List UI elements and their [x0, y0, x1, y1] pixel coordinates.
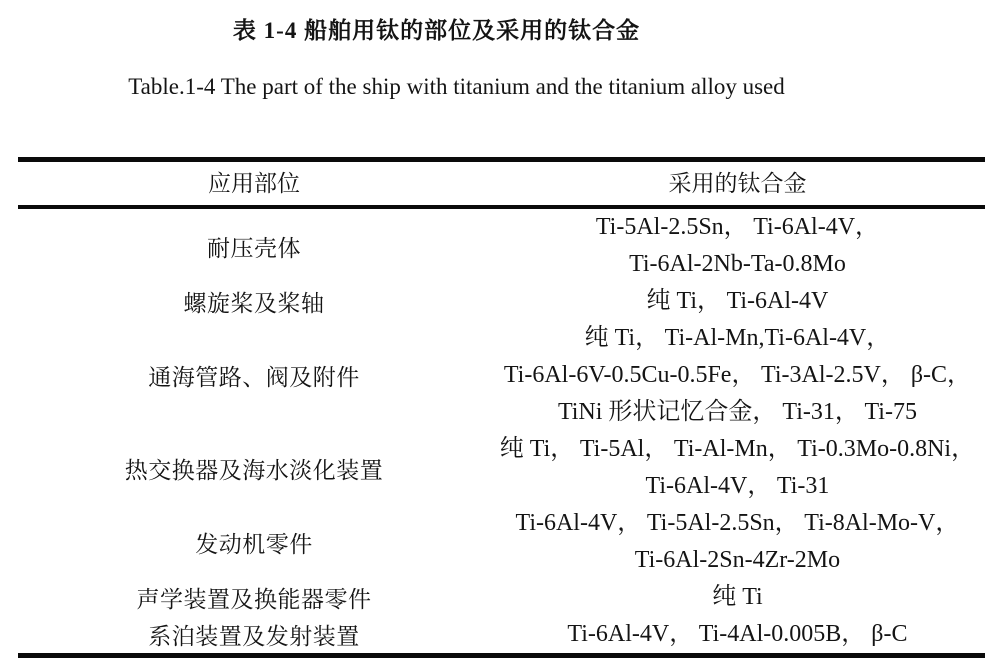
table-row: [18, 207, 985, 283]
column-header-alloy-used: 采用的钛合金: [490, 160, 985, 208]
alloy-cell: [490, 616, 985, 656]
table-row: [18, 283, 985, 320]
alloy-line: 纯 Ti， Ti-6Al-4V: [646, 288, 829, 314]
alloy-cell: [490, 320, 985, 431]
table-row: [18, 320, 985, 431]
table-row: [18, 579, 985, 616]
part-cell: 声学装置及换能器零件: [136, 587, 372, 612]
alloy-line: Ti-6Al-2Sn-4Zr-2Mo: [634, 547, 841, 573]
alloy-line: Ti-5Al-2.5Sn， Ti-6Al-4V，: [595, 214, 880, 240]
alloy-line: 纯 Ti， Ti-5Al， Ti-Al-Mn， Ti-0.3Mo-0.8Ni，: [499, 436, 976, 462]
titanium-alloy-table: [18, 157, 985, 658]
alloy-line: TiNi 形状记忆合金， Ti-31， Ti-75: [557, 399, 917, 425]
column-header-application-part: 应用部位: [18, 160, 490, 208]
table-row: [18, 505, 985, 579]
alloy-line: Ti-6Al-6V-0.5Cu-0.5Fe， Ti-3Al-2.5V， β-C，: [503, 362, 972, 388]
part-cell: 发动机零件: [195, 531, 313, 557]
alloy-line: Ti-6Al-2Nb-Ta-0.8Mo: [629, 251, 846, 277]
table-caption-zh: 表 1-4 船舶用钛的部位及采用的钛合金: [232, 18, 641, 43]
alloy-cell: [490, 505, 985, 579]
part-cell: 系泊装置及发射装置: [148, 624, 360, 649]
alloy-line: Ti-6Al-4V， Ti-5Al-2.5Sn， Ti-8Al-Mo-V，: [515, 510, 960, 536]
alloy-line: Ti-6Al-4V， Ti-4Al-0.005B， β-C: [567, 621, 908, 647]
alloy-line: Ti-6Al-4V， Ti-31: [645, 473, 830, 499]
table-header-row: [18, 160, 985, 208]
part-cell: 热交换器及海水淡化装置: [124, 457, 384, 483]
alloy-cell: [490, 283, 985, 320]
alloy-cell: [490, 207, 985, 283]
table-row: [18, 616, 985, 656]
alloy-line: 纯 Ti: [712, 584, 763, 610]
part-cell: 通海管路、阀及附件: [148, 365, 360, 390]
alloy-cell: [490, 431, 985, 505]
alloy-cell: [490, 579, 985, 616]
part-cell: 螺旋桨及桨轴: [183, 291, 325, 316]
table-row: [18, 431, 985, 505]
part-cell: 耐压壳体: [206, 235, 301, 261]
alloy-line: 纯 Ti， Ti-Al-Mn,Ti-6Al-4V，: [584, 325, 891, 351]
table-caption-en: Table.1-4 The part of the ship with titanium and the titanium alloy used: [128, 74, 785, 99]
